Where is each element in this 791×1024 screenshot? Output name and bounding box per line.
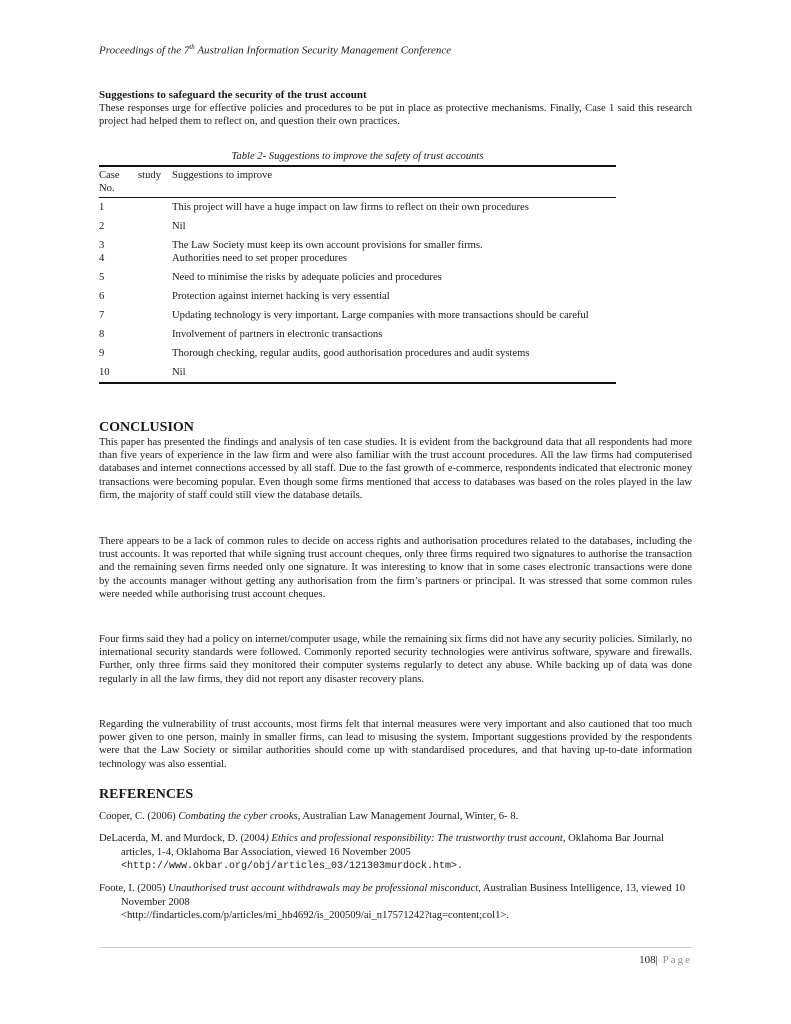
running-header xyxy=(99,43,451,57)
page-footer xyxy=(639,954,692,966)
table-header-row xyxy=(99,167,616,198)
table-row xyxy=(99,198,616,218)
running-header-suffix: Australian Information Security Management Conference xyxy=(194,44,452,57)
header-case-study-label: Case study No. xyxy=(99,170,161,194)
case-number: 8 xyxy=(99,329,105,340)
suggestion-text: Need to minimise the risks by adequate policies and procedures xyxy=(172,272,442,283)
conclusion-paragraph: This paper has presented the findings and analysis of ten case studies. It is evident from the background data that all respondents had more than five years of experience in the law firm and were also familiar with the trust account procedures. All the law firms had computerised databases and internet connections accessed by all staff. Due to the fast growth of e-commerce, respondents indicated that electronic money transactions were becoming popular. Even though some firms mentioned that access to databases was based on the roles played in the law firm, the majority of staff could still view the database details. xyxy=(99,437,692,501)
reference-url[interactable]: <http://findarticles.com/p/articles/mi_hb4692/is_200509/ai_n17571242?tag=content;col1>. xyxy=(121,910,510,921)
reference-entry xyxy=(99,832,692,874)
reference-entry xyxy=(99,882,692,923)
reference-title: Combating the cyber crooks xyxy=(178,811,298,822)
footer-divider xyxy=(99,947,692,948)
header-case-study xyxy=(99,167,172,198)
case-number: 6 xyxy=(99,291,105,302)
conclusion-paragraph: Regarding the vulnerability of trust accounts, most firms felt that internal measures were very important and also cautioned that too much power given to one person, mainly in smaller firms, can lead to misusing the system. Important suggestions provided by the respondents were that the Law Society or similar authorities should come up with standardised procedures, and that having up-to-date information technology was also essential. xyxy=(99,719,692,770)
conclusion-paragraph: Four firms said they had a policy on internet/computer usage, while the remaining six firms did not have any security policies. Similarly, no international security standards were followed. Commonly reported security technologies were antivirus software, spyware and firewalls. Further, only three firms said they monitored their computer systems regularly to detect any abuse. While backing up of data was done regularly in all the law firms, they did not report any disaster recovery plans. xyxy=(99,634,692,685)
suggestion-text: The Law Society must keep its own account provisions for smaller firms. Authorities need to set proper procedures xyxy=(172,240,483,264)
reference-title: Unauthorised trust account withdrawals may be professional misconduct xyxy=(168,883,479,894)
reference-source: , Australian Business Intelligence, 13, viewed 10 November 2008 xyxy=(121,883,686,908)
header-suggestions: Suggestions to improve xyxy=(172,167,616,198)
running-header-prefix: Proceedings of the 7 xyxy=(99,44,190,57)
reference-entry xyxy=(99,810,692,824)
case-number: 1 xyxy=(99,202,105,213)
section-subtitle: Suggestions to safeguard the security of the trust account xyxy=(99,89,367,101)
reference-author: Foote, I. (2005) xyxy=(99,883,169,894)
conclusion-heading: CONCLUSION xyxy=(99,420,194,435)
page-label: Page xyxy=(657,954,692,966)
intro-paragraph: These responses urge for effective policies and procedures to be put in place as protective mechanisms. Finally, Case 1 said this research project had helped them to reflect on, and question their own practices. xyxy=(99,103,692,127)
reference-author: Cooper, C. (2006) xyxy=(99,811,179,822)
suggestion-text: Thorough checking, regular audits, good authorisation procedures and audit systems xyxy=(172,348,530,359)
reference-url[interactable]: <http://www.okbar.org/obj/articles_03/121303murdock.htm>. xyxy=(121,861,464,872)
table-row xyxy=(99,344,616,363)
case-number: 2 xyxy=(99,221,105,232)
suggestion-text: Nil xyxy=(172,367,186,378)
suggestion-text: This project will have a huge impact on law firms to reflect on their own procedures xyxy=(172,202,529,213)
table-row xyxy=(99,236,616,268)
conclusion-paragraph: There appears to be a lack of common rules to decide on access rights and authorisation procedures related to the databases, including the trust accounts. It was reported that while signing trust account cheques, only three firms required two signatures to authorise the transaction and the remaining seven firms needed only one signature. It was interesting to know that in some cases electronic transactions were done by the accounts manager without getting any authorisation from the firm’s partners or principal. It was stressed that some common rules were needed while authorising trust account cheques. xyxy=(99,536,692,600)
table-row xyxy=(99,306,616,325)
table-caption: Table 2- Suggestions to improve the safety of trust accounts xyxy=(231,151,484,162)
case-number: 9 xyxy=(99,348,105,359)
table-row xyxy=(99,287,616,306)
case-number: 7 xyxy=(99,310,105,321)
case-number: 5 xyxy=(99,272,105,283)
table-row xyxy=(99,325,616,344)
suggestions-table xyxy=(99,165,616,384)
table-row xyxy=(99,268,616,287)
table-row xyxy=(99,363,616,382)
running-header-superscript: th xyxy=(189,43,195,51)
reference-source: , Australian Law Management Journal, Winter, 6- 8. xyxy=(297,811,519,822)
suggestion-text: Updating technology is very important. Large companies with more transactions should be careful xyxy=(172,310,589,321)
suggestion-text: Involvement of partners in electronic transactions xyxy=(172,329,383,340)
table-row xyxy=(99,217,616,236)
case-number: 3 4 xyxy=(99,240,105,264)
case-number: 10 xyxy=(99,367,110,378)
reference-author: DeLacerda, M. and Murdock, D. (2004 xyxy=(99,833,266,844)
suggestion-text: Protection against internet hacking is very essential xyxy=(172,291,390,302)
page-separator: | xyxy=(655,954,658,966)
page-number: 108 xyxy=(639,954,656,966)
reference-source: , Oklahoma Bar Journal articles, 1-4, Oklahoma Bar Association, viewed 16 November 2005 xyxy=(121,833,665,858)
reference-title: ) Ethics and professional responsibility: The trustworthy trust account xyxy=(265,833,563,844)
references-heading: REFERENCES xyxy=(99,787,194,802)
suggestion-text: Nil xyxy=(172,221,186,232)
